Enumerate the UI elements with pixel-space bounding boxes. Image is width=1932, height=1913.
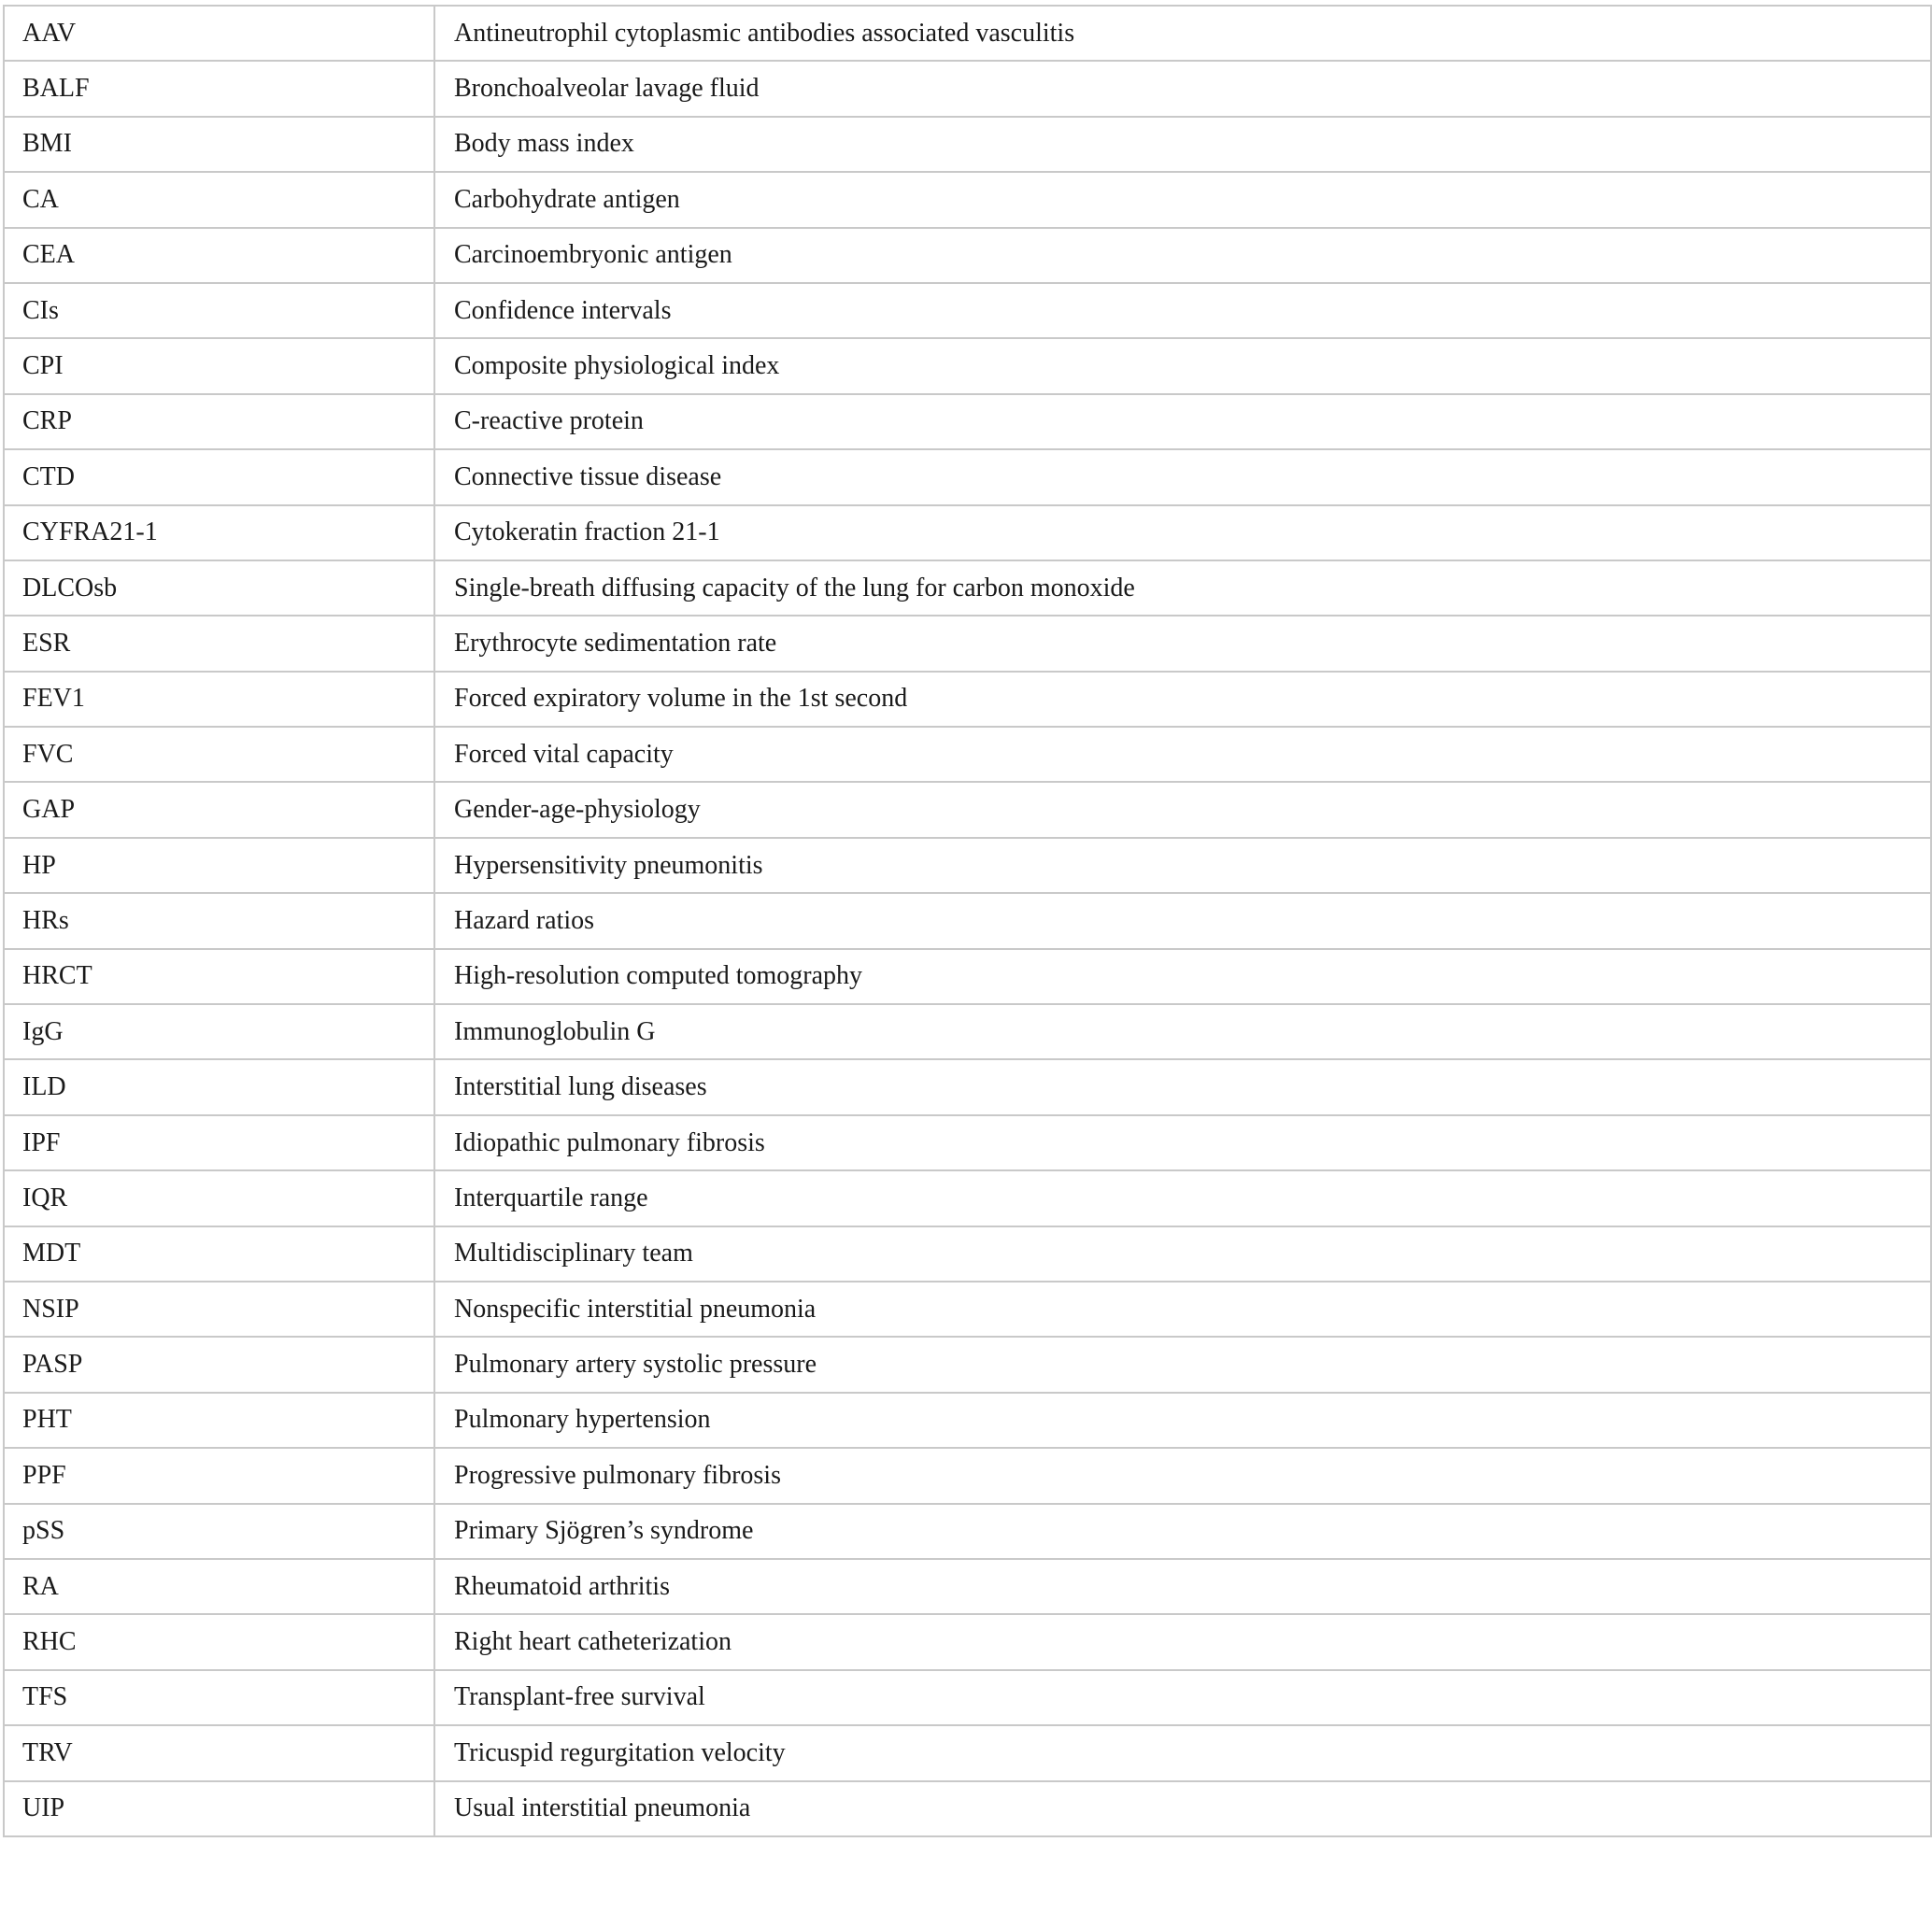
- table-row: [4, 61, 1931, 116]
- table-row: [4, 1559, 1931, 1614]
- table-row: [4, 616, 1931, 671]
- abbreviation-cell: IgG: [4, 1004, 434, 1059]
- table-row: [4, 1725, 1931, 1780]
- abbreviation-cell: PASP: [4, 1337, 434, 1392]
- definition-cell: Nonspecific interstitial pneumonia: [434, 1282, 1931, 1337]
- abbreviation-cell: RA: [4, 1559, 434, 1614]
- table-row: [4, 672, 1931, 727]
- definition-cell: Forced vital capacity: [434, 727, 1931, 782]
- definition-cell: Right heart catheterization: [434, 1614, 1931, 1669]
- table-row: [4, 1115, 1931, 1170]
- definition-cell: Interstitial lung diseases: [434, 1059, 1931, 1114]
- definition-cell: Multidisciplinary team: [434, 1226, 1931, 1282]
- abbreviation-cell: FVC: [4, 727, 434, 782]
- definition-cell: Idiopathic pulmonary fibrosis: [434, 1115, 1931, 1170]
- abbreviation-cell: HRCT: [4, 949, 434, 1004]
- table-row: [4, 1337, 1931, 1392]
- table-row: [4, 1393, 1931, 1448]
- table-row: [4, 283, 1931, 338]
- abbreviation-cell: pSS: [4, 1504, 434, 1559]
- definition-cell: High-resolution computed tomography: [434, 949, 1931, 1004]
- definition-cell: Cytokeratin fraction 21-1: [434, 505, 1931, 560]
- definition-cell: Pulmonary artery systolic pressure: [434, 1337, 1931, 1392]
- abbreviation-cell: GAP: [4, 782, 434, 837]
- table-row: [4, 949, 1931, 1004]
- definition-cell: Carbohydrate antigen: [434, 172, 1931, 227]
- abbreviation-cell: TFS: [4, 1670, 434, 1725]
- definition-cell: Carcinoembryonic antigen: [434, 228, 1931, 283]
- abbreviation-cell: CRP: [4, 394, 434, 449]
- abbreviation-cell: HP: [4, 838, 434, 893]
- abbreviation-cell: HRs: [4, 893, 434, 948]
- table-row: [4, 394, 1931, 449]
- abbreviation-cell: AAV: [4, 6, 434, 61]
- table-row: [4, 449, 1931, 504]
- definition-cell: C-reactive protein: [434, 394, 1931, 449]
- definition-cell: Usual interstitial pneumonia: [434, 1781, 1931, 1836]
- table-row: [4, 1282, 1931, 1337]
- definition-cell: Confidence intervals: [434, 283, 1931, 338]
- definition-cell: Gender-age-physiology: [434, 782, 1931, 837]
- table-row: [4, 838, 1931, 893]
- abbreviation-cell: RHC: [4, 1614, 434, 1669]
- table-row: [4, 1781, 1931, 1836]
- abbreviations-table: [3, 5, 1932, 1837]
- table-row: [4, 338, 1931, 393]
- table-row: [4, 1670, 1931, 1725]
- abbreviation-cell: MDT: [4, 1226, 434, 1282]
- abbreviation-cell: CTD: [4, 449, 434, 504]
- table-row: [4, 228, 1931, 283]
- abbreviation-cell: CYFRA21-1: [4, 505, 434, 560]
- definition-cell: Hypersensitivity pneumonitis: [434, 838, 1931, 893]
- table-row: [4, 6, 1931, 61]
- table-row: [4, 1059, 1931, 1114]
- abbreviation-cell: DLCOsb: [4, 560, 434, 616]
- definition-cell: Progressive pulmonary fibrosis: [434, 1448, 1931, 1503]
- abbreviation-cell: TRV: [4, 1725, 434, 1780]
- definition-cell: Hazard ratios: [434, 893, 1931, 948]
- abbreviation-cell: ILD: [4, 1059, 434, 1114]
- definition-cell: Erythrocyte sedimentation rate: [434, 616, 1931, 671]
- table-row: [4, 893, 1931, 948]
- abbreviation-cell: NSIP: [4, 1282, 434, 1337]
- definition-cell: Primary Sjögren’s syndrome: [434, 1504, 1931, 1559]
- definition-cell: Immunoglobulin G: [434, 1004, 1931, 1059]
- definition-cell: Single-breath diffusing capacity of the lung for carbon monoxide: [434, 560, 1931, 616]
- definition-cell: Antineutrophil cytoplasmic antibodies associated vasculitis: [434, 6, 1931, 61]
- definition-cell: Pulmonary hypertension: [434, 1393, 1931, 1448]
- definition-cell: Bronchoalveolar lavage fluid: [434, 61, 1931, 116]
- definition-cell: Body mass index: [434, 117, 1931, 172]
- definition-cell: Forced expiratory volume in the 1st second: [434, 672, 1931, 727]
- definition-cell: Rheumatoid arthritis: [434, 1559, 1931, 1614]
- definition-cell: Transplant-free survival: [434, 1670, 1931, 1725]
- abbreviation-cell: ESR: [4, 616, 434, 671]
- abbreviation-cell: FEV1: [4, 672, 434, 727]
- abbreviations-table-body: [4, 6, 1931, 1836]
- abbreviation-cell: PHT: [4, 1393, 434, 1448]
- definition-cell: Connective tissue disease: [434, 449, 1931, 504]
- abbreviation-cell: CPI: [4, 338, 434, 393]
- abbreviation-cell: IPF: [4, 1115, 434, 1170]
- definition-cell: Composite physiological index: [434, 338, 1931, 393]
- abbreviation-cell: CIs: [4, 283, 434, 338]
- table-row: [4, 1226, 1931, 1282]
- table-row: [4, 560, 1931, 616]
- table-row: [4, 172, 1931, 227]
- table-row: [4, 1504, 1931, 1559]
- abbreviation-cell: CA: [4, 172, 434, 227]
- abbreviation-cell: BMI: [4, 117, 434, 172]
- abbreviation-cell: CEA: [4, 228, 434, 283]
- abbreviation-cell: BALF: [4, 61, 434, 116]
- definition-cell: Tricuspid regurgitation velocity: [434, 1725, 1931, 1780]
- definition-cell: Interquartile range: [434, 1170, 1931, 1226]
- table-row: [4, 505, 1931, 560]
- table-row: [4, 117, 1931, 172]
- abbreviation-cell: UIP: [4, 1781, 434, 1836]
- abbreviation-cell: PPF: [4, 1448, 434, 1503]
- table-row: [4, 1170, 1931, 1226]
- table-row: [4, 727, 1931, 782]
- table-row: [4, 1614, 1931, 1669]
- table-row: [4, 782, 1931, 837]
- table-row: [4, 1004, 1931, 1059]
- abbreviation-cell: IQR: [4, 1170, 434, 1226]
- table-row: [4, 1448, 1931, 1503]
